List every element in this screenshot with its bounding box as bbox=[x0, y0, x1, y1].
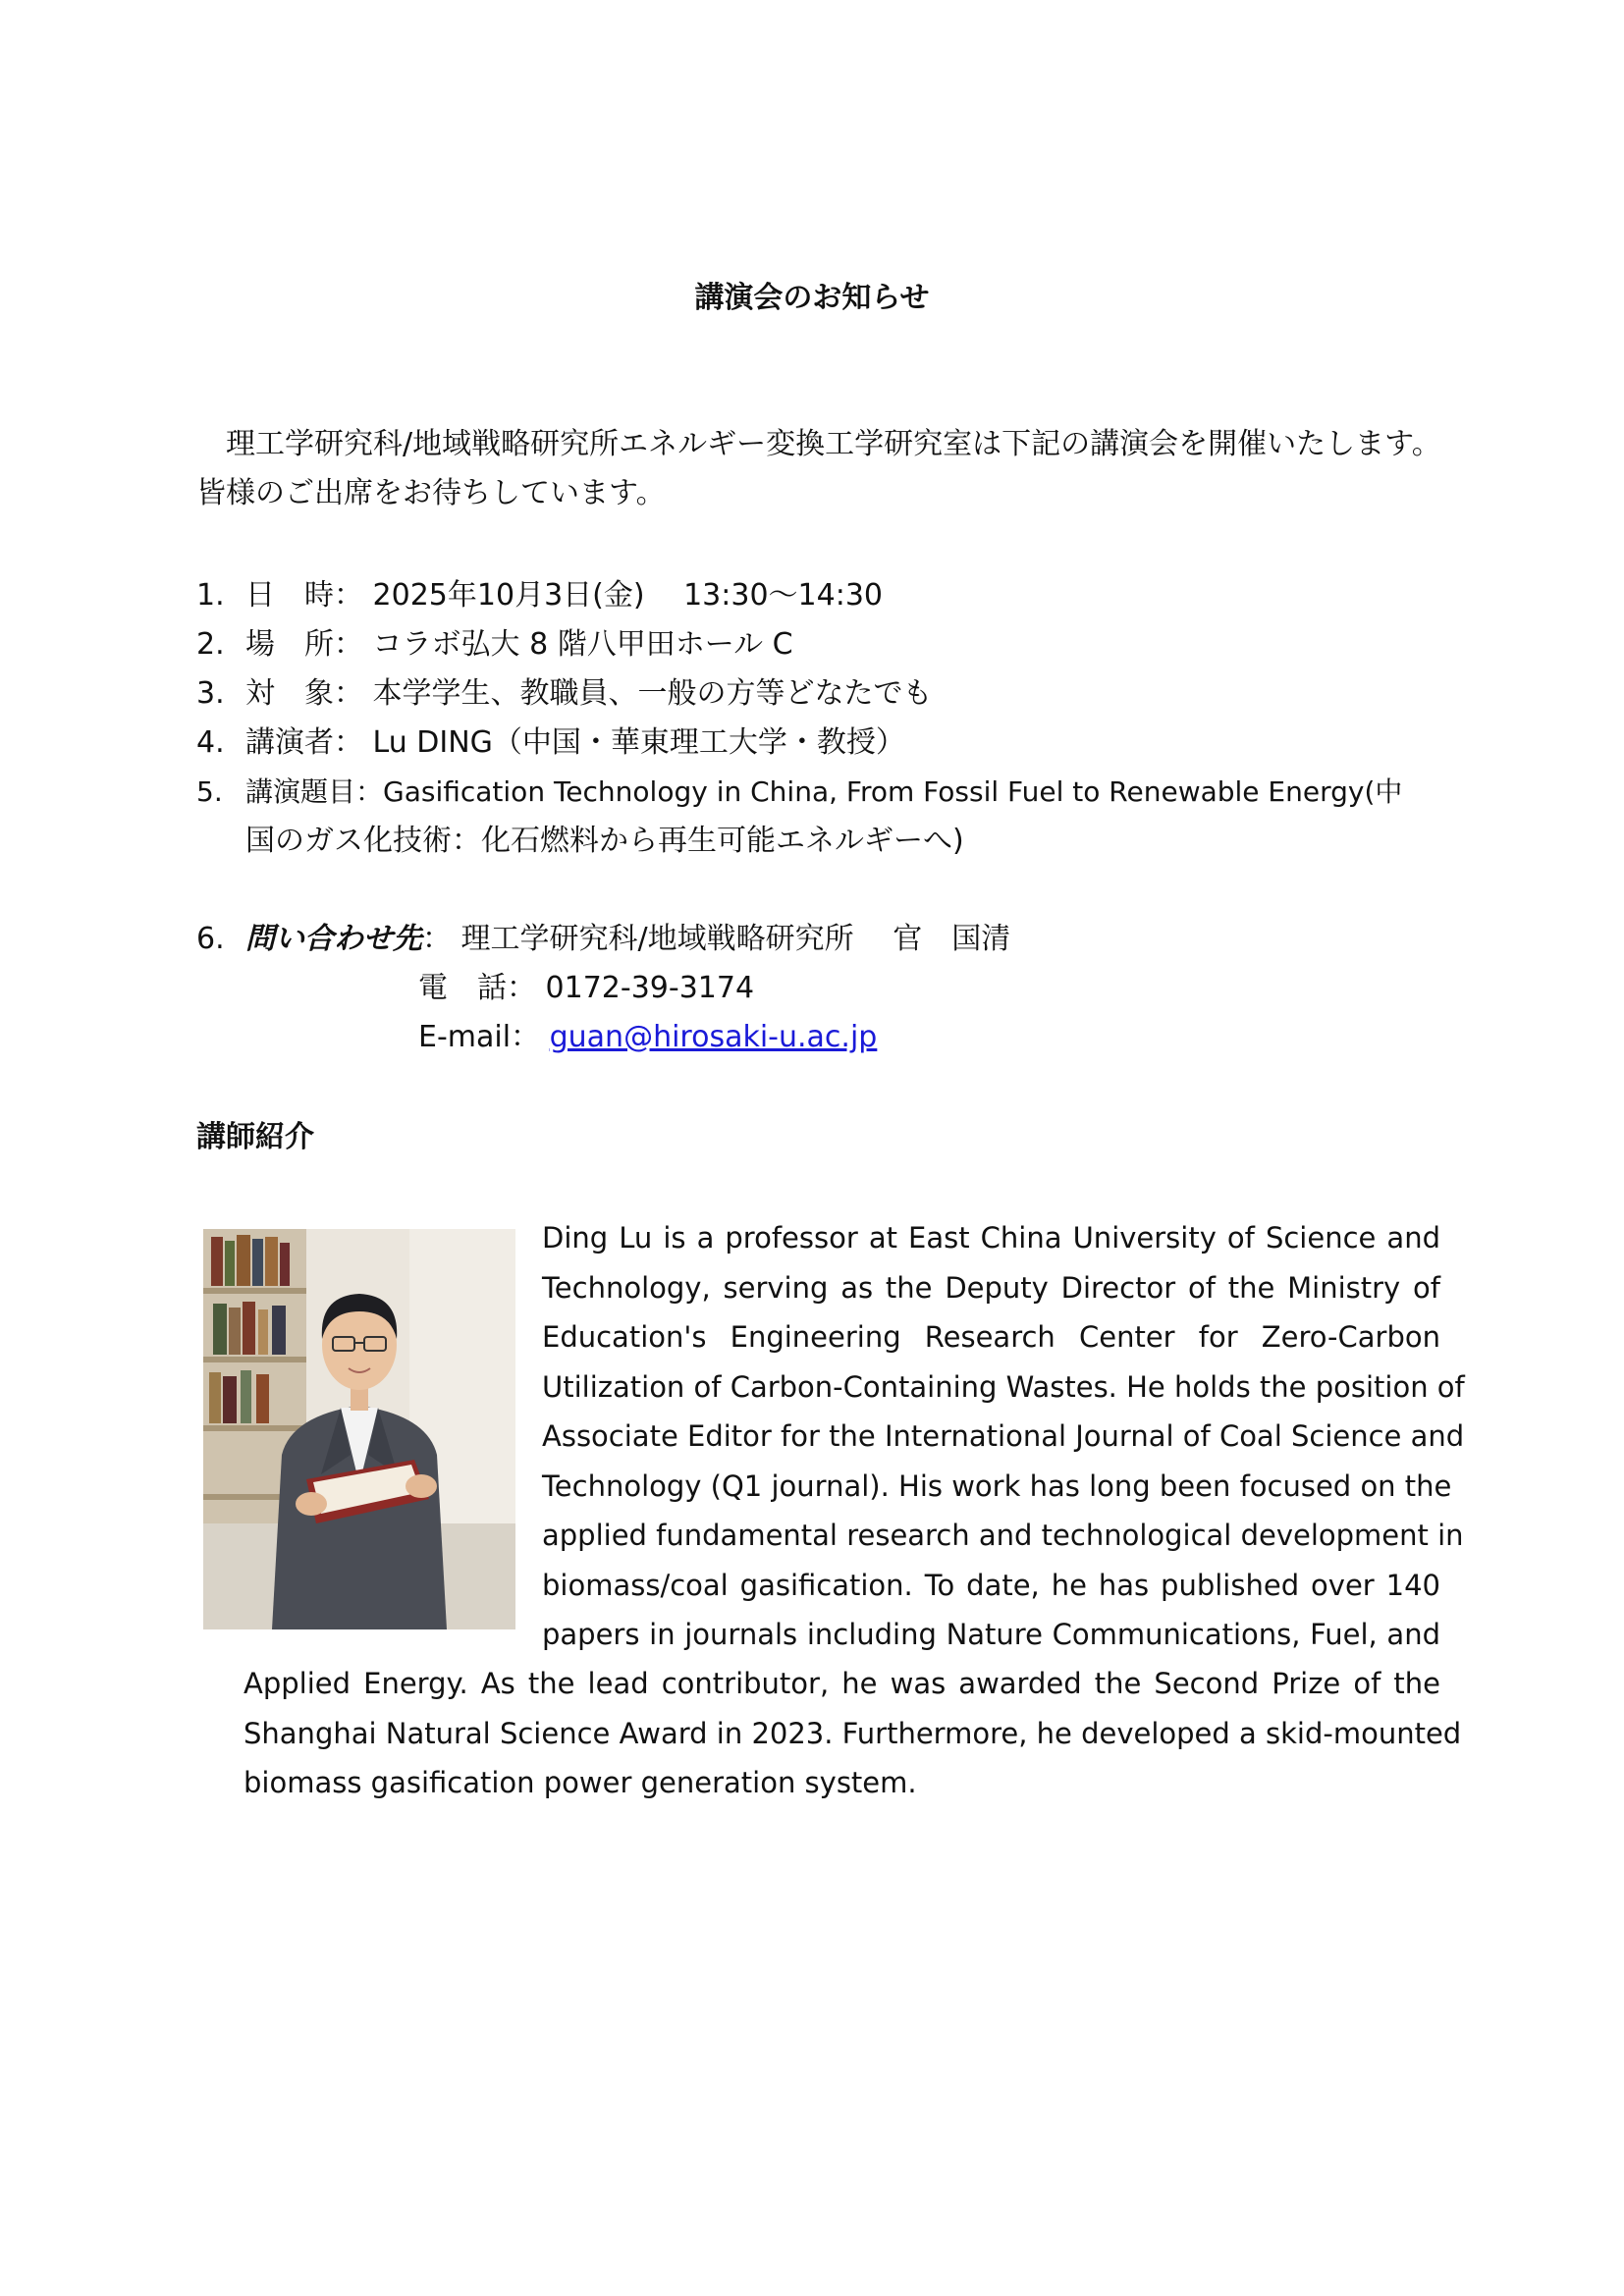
bio-line: Ding Lu is a professor at East China University of Science and bbox=[542, 1221, 1440, 1255]
item-number: 1. bbox=[196, 578, 225, 613]
item-label: 日 時： bbox=[245, 578, 363, 613]
intro-paragraph: 理工学研究科/地域戦略研究所エネルギー変換工学研究室は下記の講演会を開催いたします。皆様のご出席をお待ちしています。 bbox=[196, 427, 1441, 510]
page-title: 講演会のお知らせ bbox=[694, 281, 930, 315]
list-item-topic bbox=[196, 768, 1402, 817]
phone-number: 0172-39-3174 bbox=[545, 971, 755, 1005]
item-number: 4. bbox=[196, 725, 225, 760]
list-item-audience bbox=[196, 669, 933, 719]
bio-heading: 講師紹介 bbox=[196, 1120, 314, 1154]
phone-row bbox=[418, 964, 754, 1013]
item-value: Lu DING（中国・華東理工大学・教授） bbox=[372, 725, 905, 760]
list-item-datetime bbox=[196, 571, 883, 620]
item-label: 対 象： bbox=[245, 676, 363, 711]
contact-colon: ： bbox=[422, 922, 452, 956]
list-item-venue bbox=[196, 620, 793, 669]
bio-line: Utilization of Carbon-Containing Wastes. He holds the position of bbox=[542, 1369, 1465, 1404]
item-label: 場 所： bbox=[245, 627, 363, 662]
bio-line: Education's Engineering Research Center for Zero-Carbon bbox=[542, 1320, 1440, 1354]
email-link[interactable]: guan@hirosaki-u.ac.jp bbox=[549, 1020, 878, 1054]
topic-continuation: 国のガス化技術：化石燃料から再生可能エネルギーへ) bbox=[245, 824, 964, 858]
item-number: 6. bbox=[196, 922, 225, 956]
bio-text-below-photo bbox=[244, 1659, 1462, 1808]
contact-row bbox=[196, 915, 1010, 964]
list-item-speaker bbox=[196, 719, 905, 768]
item-number: 5. bbox=[196, 775, 223, 808]
bio-line: Associate Editor for the International Journal of Coal Science and bbox=[542, 1419, 1465, 1453]
bio-line: biomass gasification power generation system. bbox=[244, 1766, 917, 1799]
email-label: E-mail： bbox=[418, 1020, 541, 1054]
item-number: 3. bbox=[196, 676, 225, 711]
bio-line: Technology (Q1 journal). His work has long been focused on the bbox=[542, 1468, 1452, 1503]
bio-line: papers in journals including Nature Communications, Fuel, and bbox=[542, 1618, 1440, 1651]
item-number: 2. bbox=[196, 627, 225, 662]
item-label: 講演者： bbox=[245, 725, 363, 760]
item-value: コラボ弘大 8 階八甲田ホール C bbox=[372, 627, 793, 662]
bio-line: Applied Energy. As the lead contributor, he was awarded the Second Prize of the bbox=[244, 1667, 1440, 1700]
email-row bbox=[418, 1013, 877, 1062]
speaker-photo bbox=[203, 1229, 515, 1629]
item-value: Gasification Technology in China, From Fossil Fuel to Renewable Energy(中 bbox=[383, 775, 1403, 808]
item-value: 2025年10月3日(金) 13:30～14:30 bbox=[372, 578, 884, 613]
contact-label: 問い合わせ先 bbox=[245, 922, 422, 956]
contact-value: 理工学研究科/地域戦略研究所 官 国清 bbox=[460, 922, 1011, 956]
item-value: 本学学生、教職員、一般の方等どなたでも bbox=[372, 676, 933, 711]
item-label: 講演題目： bbox=[245, 775, 384, 808]
bio-line: Shanghai Natural Science Award in 2023. Furthermore, he developed a skid-mounted bbox=[244, 1716, 1462, 1750]
bio-line: biomass/coal gasification. To date, he has published over 140 bbox=[542, 1568, 1440, 1602]
bio-text-beside-photo bbox=[542, 1213, 1465, 1660]
speaker-photo-illustration bbox=[203, 1229, 515, 1629]
phone-label: 電 話： bbox=[418, 971, 536, 1005]
bio-line: Technology, serving as the Deputy Director of the Ministry of bbox=[542, 1270, 1440, 1305]
bio-line: applied fundamental research and technological development in bbox=[542, 1519, 1464, 1552]
